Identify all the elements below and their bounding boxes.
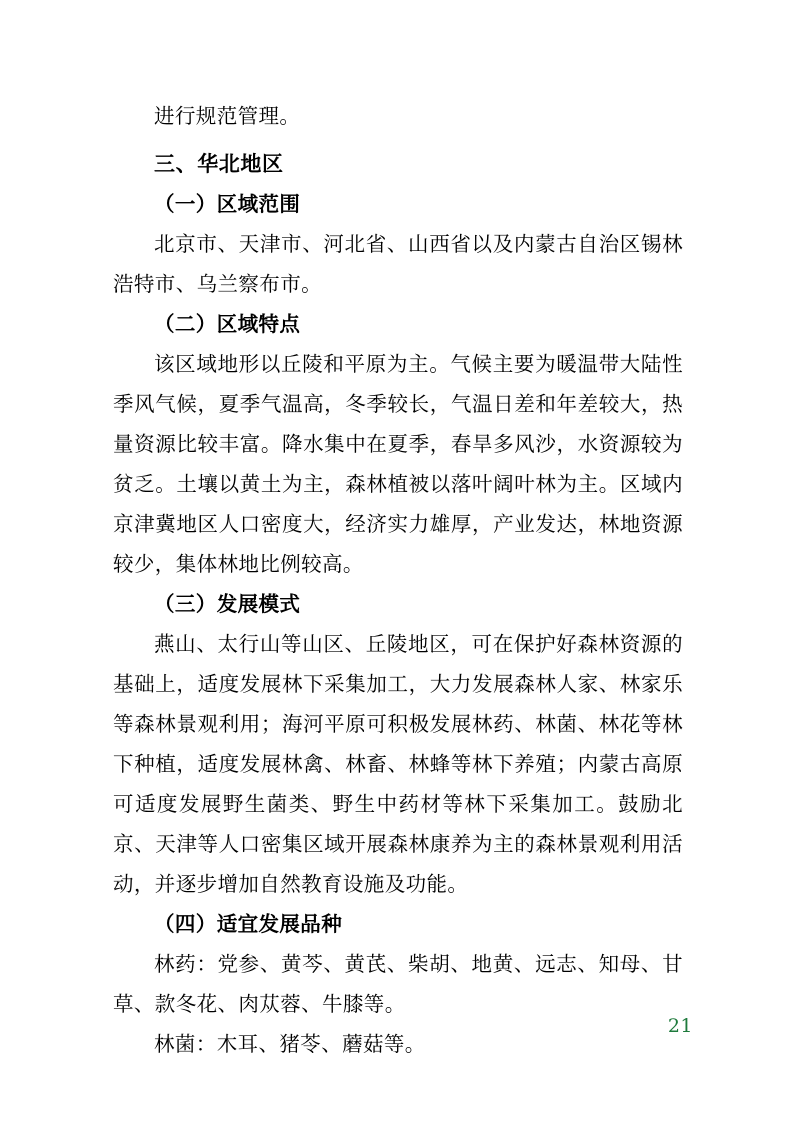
paragraph-development-model: 燕山、太行山等山区、丘陵地区，可在保护好森林资源的基础上，适度发展林下采集加工，大力发展森林人家、林家乐等森林景观利用；海河平原可积极发展林药、林菌、林花等林下种植，适度发展林禽、林畜、林蜂等林下养殖；内蒙古高原可适度发展野生菌类、野生中药材等林下采集加工。鼓励北京、天津等人口密集区域开展森林康养为主的森林景观利用活动，并逐步增加自然教育设施及功能。: [113, 632, 683, 896]
paragraph-regional-features: 该区域地形以丘陵和平原为主。气候主要为暖温带大陆性季风气候，夏季气温高，冬季较长，气温日差和年差较大，热量资源比较丰富。降水集中在夏季，春旱多风沙，水资源较为贫乏。土壤以黄土为主，森林植被以落叶阔叶林为主。区域内京津冀地区人口密度大，经济实力雄厚，产业发达，林地资源较少，集体林地比例较高。: [113, 352, 683, 576]
document-body: [113, 96, 683, 1064]
page-number: 21: [667, 1015, 693, 1037]
subheading-development-model: （三）发展模式: [154, 592, 301, 616]
paragraph-regional-scope: 北京市、天津市、河北省、山西省以及内蒙古自治区锡林浩特市、乌兰察布市。: [113, 232, 683, 296]
section-heading-north-china: 三、华北地区: [154, 152, 284, 176]
subheading-suitable-species: （四）适宜发展品种: [154, 912, 343, 936]
subheading-regional-scope: （一）区域范围: [154, 192, 301, 216]
subheading-regional-features: （二）区域特点: [154, 312, 301, 336]
paragraph-forest-medicine: 林药：党参、黄芩、黄芪、柴胡、地黄、远志、知母、甘草、款冬花、肉苁蓉、牛膝等。: [113, 952, 683, 1016]
paragraph-forest-fungus: 林菌：木耳、猪苓、蘑菇等。: [154, 1032, 426, 1056]
paragraph-continued: 进行规范管理。: [154, 104, 301, 128]
spacer: [113, 136, 683, 144]
